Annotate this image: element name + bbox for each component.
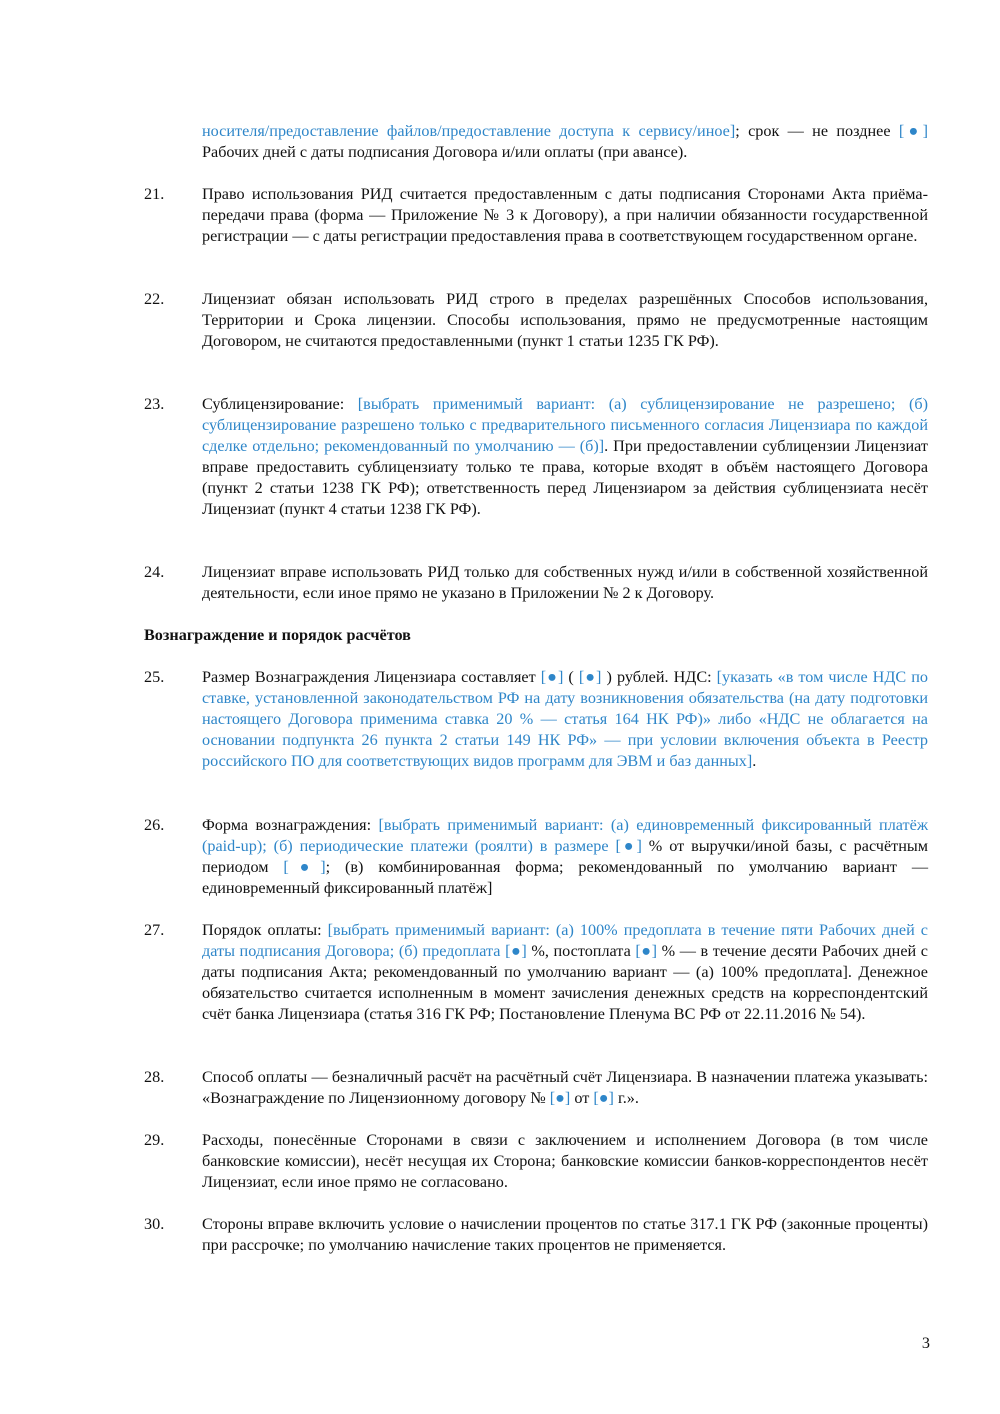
continuation-paragraph: носителя/предоставление файлов/предоставление доступа к сервису/иное]; срок — не позднее [●] Рабочих дней с даты подписания Договора и/или оплаты (при авансе).: [202, 122, 928, 161]
clause-number: 22.: [144, 290, 165, 308]
clause-number: 29.: [144, 1131, 165, 1149]
clause-number: 28.: [144, 1068, 165, 1086]
clause-number: 25.: [144, 668, 165, 686]
placeholder-marker: [●]: [615, 837, 642, 855]
clause-28-text: Способ оплаты — безналичный расчёт на расчётный счёт Лицензиара. В назначении платежа указывать: «Вознаграждение по Лицензионному договору № [●] от [●] г.».: [202, 1068, 928, 1107]
placeholder-text: [выбрать применимый вариант: (а) 100% предоплата в течение пяти Рабочих дней с даты подписания Договора; (б) предоплата: [202, 921, 928, 960]
clause-number: 26.: [144, 816, 165, 834]
clause-number: 23.: [144, 395, 165, 413]
page-number: 3: [921, 1334, 930, 1352]
placeholder-text: носителя/предоставление файлов/предоставление доступа к сервису/иное]: [202, 122, 736, 140]
placeholder-text: [указать «в том числе НДС по ставке, установленной законодательством РФ на дату возникновения обязательства (на дату подготовки настоящего Договора применима ставка 20 % — статья 164 НК РФ)» либо «НДС не облагается на основании подпункта 26 пункта 2 статьи 149 НК РФ» — при условии включения объекта в Реестр российского ПО для соответствующих видов программ для ЭВМ и баз данных]: [202, 668, 929, 770]
placeholder-marker: [●]: [593, 1089, 614, 1107]
clause-26-text: Форма вознаграждения: [выбрать применимый вариант: (а) единовременный фиксированный платёж (paid-up); (б) периодические платежи (роялти) в размере [●] % от выручки/иной базы, с расчётным периодом [●]; (в) комбинированная форма; рекомендованный по умолчанию вариант — единовременный фиксированный платёж]: [202, 816, 929, 897]
placeholder-marker: [●]: [505, 942, 527, 960]
placeholder-marker: [●]: [898, 122, 928, 140]
clause-27-text: Порядок оплаты: [выбрать применимый вариант: (а) 100% предоплата в течение пяти Рабочих дней с даты подписания Договора; (б) предоплата [●] %, постоплата [●] % — в течение десяти Рабочих дней с даты подписания Акта; рекомендованный по умолчанию вариант — (а) 100% предоплата]. Денежное обязательство считается исполненным в момент зачисления денежных средств на корреспондентский счёт банка Лицензиара (статья 316 ГК РФ; Постановление Пленума ВС РФ от 22.11.2016 № 54).: [202, 921, 928, 1023]
clause-29-text: Расходы, понесённые Сторонами в связи с заключением и исполнением Договора (в том числе банковские комиссии), несёт несущая их Сторона; банковские комиссии банков-корреспондентов несёт Лицензиат, если иное прямо не согласовано.: [202, 1131, 928, 1191]
clause-22-text: Лицензиат обязан использовать РИД строго в пределах разрешённых Способов использования, Территории и Срока лицензии. Способы использования, прямо не предусмотренные настоящим Договором, не считаются предоставленными (пункт 1 статьи 1235 ГК РФ).: [202, 290, 928, 350]
clause-number: 24.: [144, 563, 165, 581]
placeholder-marker: [●]: [540, 668, 564, 686]
placeholder-marker: [●]: [283, 858, 326, 876]
clause-number: 30.: [144, 1215, 165, 1233]
clause-21-text: Право использования РИД считается предоставленным с даты подписания Сторонами Акта приёма-передачи права (форма — Приложение № 3 к Договору), а при наличии обязанности государственной регистрации — с даты регистрации предоставления права в соответствующем государственном органе.: [202, 185, 928, 245]
clause-number: 21.: [144, 185, 165, 203]
clause-number: 27.: [144, 921, 165, 939]
placeholder-marker: [●]: [549, 1089, 571, 1107]
placeholder-marker: [●]: [578, 668, 602, 686]
clause-24-text: Лицензиат вправе использовать РИД только для собственных нужд и/или в собственной хозяйственной деятельности, если иное прямо не указано в Приложении № 2 к Договору.: [202, 563, 928, 602]
placeholder-marker: [●]: [635, 942, 658, 960]
clause-25-text: Размер Вознаграждения Лицензиара составляет [●] ( [●] ) рублей. НДС: [указать «в том числе НДС по ставке, установленной законодательством РФ на дату возникновения обязательства (на дату подготовки настоящего Договора применима ставка 20 % — статья 164 НК РФ)» либо «НДС не облагается на основании подпункта 26 пункта 2 статьи 149 НК РФ» — при условии включения объекта в Реестр российского ПО для соответствующих видов программ для ЭВМ и баз данных].: [202, 668, 929, 770]
placeholder-text: [выбрать применимый вариант: (а) сублицензирование не разрешено; (б) сублицензирование разрешено только с предварительного письменного согласия Лицензиара по каждой сделке отдельно; рекомендованный по умолчанию — (б)]: [202, 395, 928, 455]
clause-23-text: Сублицензирование: [выбрать применимый вариант: (а) сублицензирование не разрешено; (б) сублицензирование разрешено только с предварительного письменного согласия Лицензиара по каждой сделке отдельно; рекомендованный по умолчанию — (б)]. При предоставлении сублицензии Лицензиат вправе предоставить сублицензиату только те права, которые входят в объём настоящего Договора (пункт 2 статьи 1238 ГК РФ); ответственность перед Лицензиаром за действия сублицензиата несёт Лицензиат (пункт 4 статьи 1238 ГК РФ).: [202, 395, 929, 518]
clause-30-text: Стороны вправе включить условие о начислении процентов по статье 317.1 ГК РФ (законные проценты) при рассрочке; по умолчанию начисление таких процентов не применяется.: [202, 1215, 928, 1254]
section-heading: Вознаграждение и порядок расчётов: [144, 626, 411, 644]
placeholder-text: [выбрать применимый вариант: (а) единовременный фиксированный платёж (paid-up); (б) периодические платежи (роялти) в размере: [202, 816, 928, 855]
